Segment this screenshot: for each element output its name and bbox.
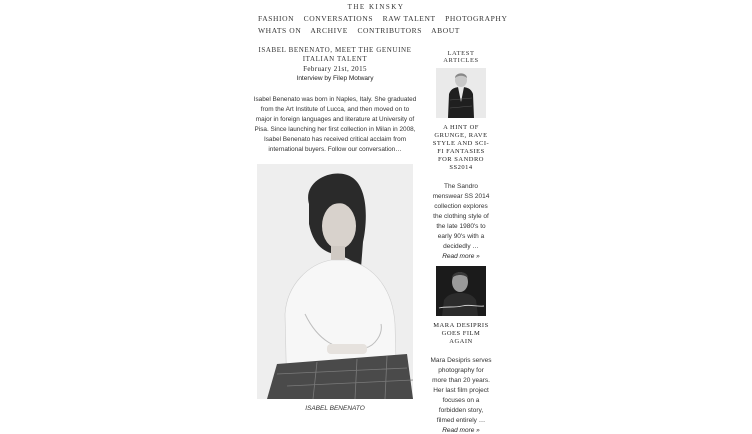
sidebar-thumbnail-mara-desipris[interactable] — [436, 266, 486, 316]
nav-row-secondary — [258, 26, 467, 35]
sidebar-article-title[interactable]: A HINT OF GRUNGE, RAVE STYLE AND SCI-FI FANTASIES FOR SANDRO SS2014 — [432, 124, 490, 171]
nav-row-primary — [258, 14, 514, 23]
photo-caption: ISABEL BENENATO — [305, 405, 365, 412]
nav-item-photography[interactable]: PHOTOGRAPHY — [445, 14, 508, 23]
sidebar-latest-articles — [430, 50, 492, 434]
sidebar-article-excerpt: Mara Desipris serves photography for more than 20 years. Her last film project focuses on a forbidden story, filmed entirely … — [430, 357, 492, 424]
nav-item-archive[interactable]: ARCHIVE — [310, 26, 348, 35]
sidebar-article-excerpt: The Sandro menswear SS 2014 collection explores the clothing style of the late 1980's to early 90's with a decidedly … — [432, 183, 490, 250]
site-title[interactable]: THE KINSKY — [347, 3, 405, 11]
article-intro: Isabel Benenato was born in Naples, Italy. She graduated from the Art Institute of Lucca, and then moved on to major in foreign languages and literature at University of Pisa. Since launching her first collection in Milan in 2008, Isabel Benenato has received critical acclaim from international buyers. Follow our conversation… — [253, 96, 417, 153]
nav-item-about[interactable]: ABOUT — [431, 26, 460, 35]
nav-item-whats-on[interactable]: WHATS ON — [258, 26, 302, 35]
read-more-link[interactable]: Read more » — [442, 427, 480, 434]
sidebar-heading: LATEST ARTICLES — [443, 50, 479, 64]
article-date: February 21st, 2015 — [303, 65, 367, 73]
nav-item-contributors[interactable]: CONTRIBUTORS — [357, 26, 423, 35]
nav-item-fashion[interactable]: FASHION — [258, 14, 295, 23]
nav-item-raw-talent[interactable]: RAW TALENT — [382, 14, 436, 23]
sidebar-article-title[interactable]: MARA DESIPRIS GOES FILM AGAIN — [433, 322, 489, 345]
article-title[interactable]: ISABEL BENENATO, MEET THE GENUINE ITALIAN TALENT — [258, 46, 412, 63]
article-byline: Interview by Filep Motwary — [296, 75, 374, 82]
article — [252, 46, 418, 155]
nav-item-conversations[interactable]: CONVERSATIONS — [303, 14, 374, 23]
article-photo — [257, 164, 413, 399]
sidebar-thumbnail-sandro[interactable] — [436, 68, 486, 118]
read-more-link[interactable]: Read more » — [442, 253, 480, 260]
